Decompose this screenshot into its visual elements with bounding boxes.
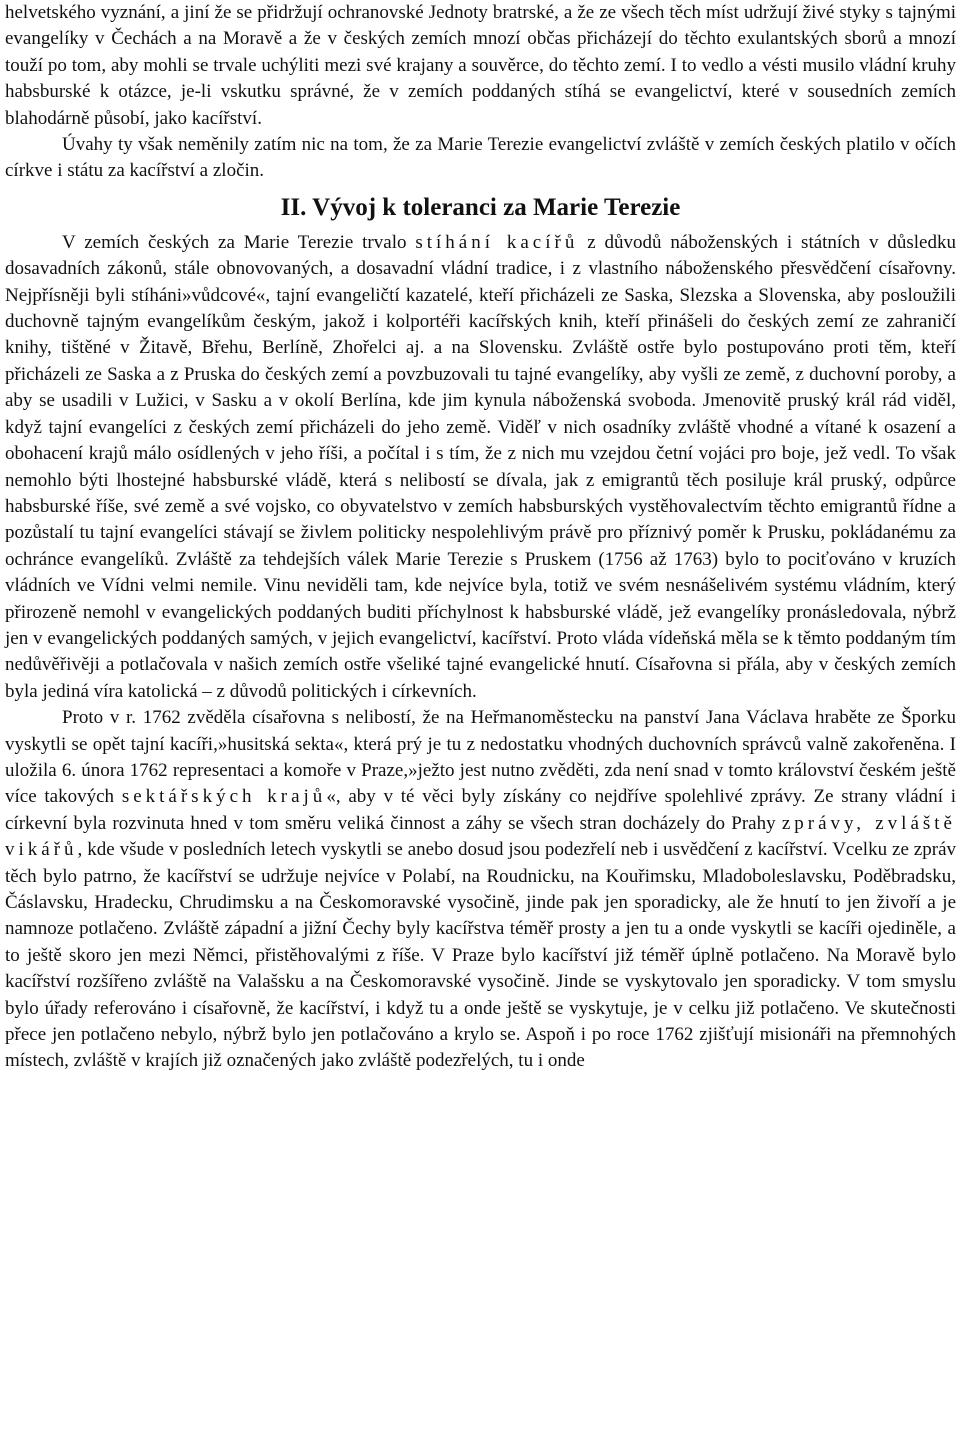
paragraph-text: Proto v r. 1762 zvěděla císařovna s nelibostí, že na Heřmanoměstecku na panství Jana Václava hraběte ze Šporku vyskytli se opět tajní kacíři,»husitská sekta«, která prý je tu z nedostatku vhodných duchovních správců valně zakořeněna. I uložila 6. února 1762 representaci a komoře v Praze,»ježto jest nutno zvěděti, zda není snad v tomto království českém ještě více takových (5, 707, 956, 808)
spaced-emphasis: sektářských krajů (121, 786, 327, 808)
paragraph-text: «, aby v té věci byly získány co nejdříve spolehlivé zprávy. Ze strany vládní i církevní byla rozvinuta hned v tom směru veliká činnost a záhy se všech stran docházely do Prahy (5, 786, 957, 834)
spaced-emphasis: stíhání kacířů (415, 231, 579, 253)
paragraph-text: V zemích českých za Marie Terezie trvalo (62, 231, 416, 253)
paragraph-continuation: helvetského vyznání, a jiní že se přidržují ochranovské Jednoty bratrské, a že ze všech těch míst udržují živé styky s tajnými evangelíky v Čechách a na Moravě a že v českých zemích mnozí občas přicházejí do těchto exulantských sborů a mnozí touží po tom, aby mohli se trvale uchýliti mezi své krajany a souvěrce, do těchto zemí. I to vedlo a vésti musilo vládní kruhy habsburské k otázce, je-li vskutku správné, že v zemích poddaných stíhá se evangelictví, které v sousedních zemích blahodárně působí, jako kacířství. (5, 2, 956, 129)
paragraph-considerations: Úvahy ty však neměnily zatím nic na tom, že za Marie Terezie evangelictví zvláště v zemích českých platilo v očích církve i státu za kacířství a zločin. (5, 134, 956, 182)
paragraph-text: , kde všude v posledních letech vyskytli se anebo dosud jsou podezřelí neb i usvědčení z kacířství. Vcelku ze zpráv těch bylo patrno, že kacířství se udržuje nejvíce v Polabí, na Roudnicku, na Kouřimsku, Mladoboleslavsku, Poděbradsku, Čáslavsku, Hradecku, Chrudimsku a na Českomoravské vysočině, jinde pak jen sporadicky, ale že hnutí to jen živoří a je namnoze potlačeno. Zvláště západní a jižní Čechy byly kacířstva téměř prosty a jen tu a onde vyskytli se kacíři ojediněle, a to ještě skoro jen mezi Němci, přistěhovalými z říše. V Praze bylo kacířství již téměř úplně potlačeno. Na Moravě bylo kacířství rozšířeno zvláště na Valašsku a na Českomoravské vysočině. Jinde se vyskytovalo jen sporadicky. V tom smyslu bylo úřady referováno i císařovně, že kacířství, i když tu a onde ještě se vyskytuje, je v celku již potlačeno. Ve skutečnosti přece jen potlačeno nebylo, nýbrž bylo jen potlačováno a krylo se. Aspoň i po roce 1762 zjišťují misionáři na přemnohých místech, zvláště v krajích již označených jako zvláště podezřelých, tu i onde (5, 839, 956, 1072)
paragraph-1762 (5, 705, 956, 1075)
spaced-emphasis: zprávy, zvláště vikářů (5, 812, 956, 861)
paragraph-text: z důvodů náboženských i státních v důsledku dosavadních zákonů, stále obnovovaných, a dosavadní vládní tradice, i z vlastního náboženského přesvědčení císařovny. Nejpřísněji byli stíháni»vůdcové«, tajní evangeličtí kazatelé, kteří přicházeli ze Saska, Slezska a Slovenska, aby posloužili duchovně tajným evangelíkům českým, jakož i kolportéři kacířských knih, kteří přinášeli do českých zemí ze zahraničí knihy, tištěné v Žitavě, Břehu, Berlíně, Zhořelci aj. a na Slovensku. Zvláště ostře bylo postupováno proti těm, kteří přicházeli ze Saska a z Pruska do českých zemí a povzbuzovali tu tajné evangelíky, aby vyšli ze země, z duchovní poroby, a aby se usadili v Lužici, v Sasku a v okolí Berlína, kde jim kynula náboženská svoboda. Jmenovitě pruský král rád viděl, když tajní evangelíci z českých zemí přicházeli do jeho země. Viděľ v nich osadníky zvláště vhodné a vítané k osazení a obohacení krajů málo osídlených v jeho říši, a počítal i s tím, že z nich mu vzejdou četní vojáci pro boje, jež vedl. To však nemohlo býti lhostejné habsburské vládě, která s nelibostí se dívala, jak z emigrantů těch posiluje král pruský, odpůrce habsburské říše, své země a své vojsko, co obyvatelstvo v zemích habsburských vystěhovalectvím těchto emigrantů řídne a pozůstalí tu tajní evangelíci stávají se živlem politicky nespolehlivým právě pro příznivý poměr k Prusku, pokládanému za ochránce evangelíků. Zvláště za tehdejších válek Marie Terezie s Pruskem (1756 až 1763) bylo to pociťováno v kruzích vládních ve Vídni velmi nemile. Vinu neviděli tam, kde nejvíce byla, totiž ve svém nesnášelivém systému vládním, který přirozeně nemohl v evangelických poddaných buditi příchylnost k habsburské vládě, jež evangelíky pronásledovala, nýbrž jen v evangelických poddaných samých, v jejich evangelictví, kacířství. Proto vláda vídeňská měla se k těmto poddaným tím nedůvěřivěji a potlačovala v našich zemích ostře všeliké tajné evangelické hnutí. Císařovna si přála, aby v českých zemích byla jediná víra katolická – z důvodů politických i církevních. (5, 231, 956, 702)
paragraph-persecution (5, 230, 956, 705)
section-heading: II. Vývoj k toleranci za Marie Terezie (280, 193, 681, 221)
